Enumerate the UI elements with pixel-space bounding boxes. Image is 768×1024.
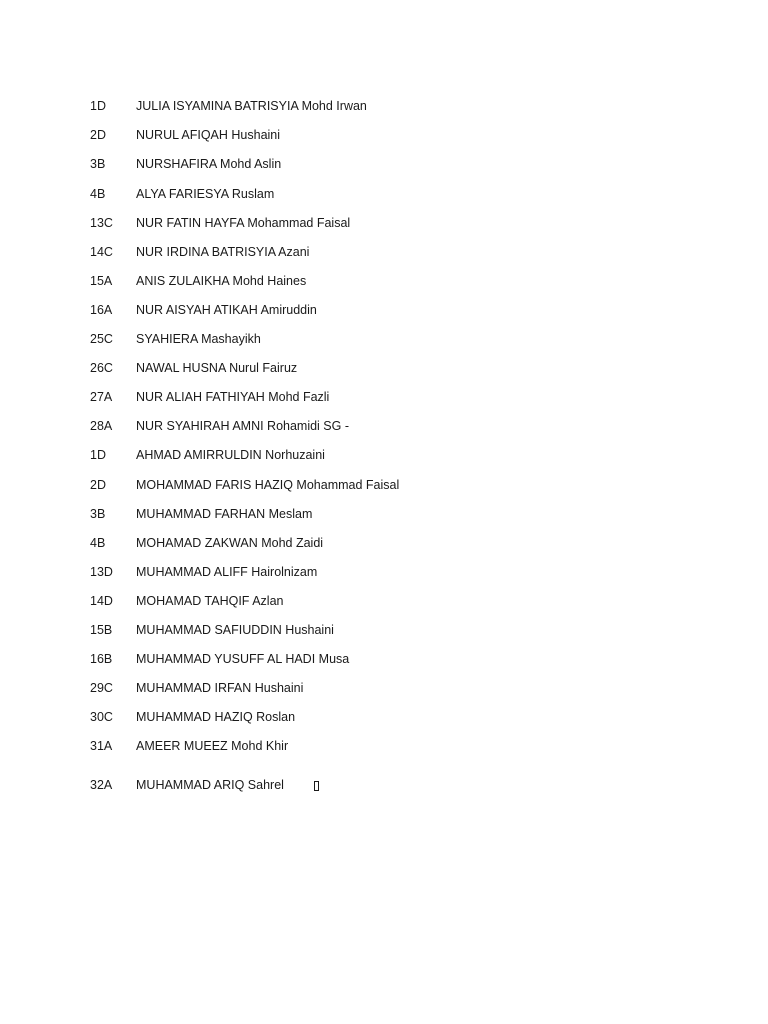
- list-item: [90, 703, 730, 732]
- list-item: [90, 558, 730, 587]
- list-item: [90, 412, 730, 441]
- list-item: [90, 267, 730, 296]
- list-item: [90, 587, 730, 616]
- class-code: 26C: [90, 361, 113, 376]
- student-name: NURUL AFIQAH Hushaini: [136, 128, 281, 143]
- list-item: [90, 645, 730, 674]
- student-name: JULIA ISYAMINA BATRISYIA Mohd Irwan: [136, 99, 367, 114]
- class-code: 29C: [90, 681, 113, 696]
- class-code: 1D: [90, 448, 106, 463]
- student-name: NUR IRDINA BATRISYIA Azani: [136, 244, 310, 259]
- list-item: [90, 441, 730, 470]
- name-list: [90, 92, 730, 800]
- class-code: 4B: [90, 535, 106, 550]
- student-name: MUHAMMAD SAFIUDDIN Hushaini: [136, 622, 334, 637]
- class-code: 14D: [90, 593, 113, 608]
- class-code: 14C: [90, 244, 113, 259]
- class-code: 15A: [90, 273, 113, 288]
- list-item: [90, 179, 730, 208]
- class-code: 2D: [90, 477, 106, 492]
- list-item: [90, 732, 730, 761]
- class-code: 30C: [90, 710, 113, 725]
- class-code: 13C: [90, 215, 113, 230]
- class-code: 25C: [90, 332, 113, 347]
- list-item: [90, 92, 730, 121]
- list-item: [90, 325, 730, 354]
- list-item: [90, 121, 730, 150]
- missing-glyph-box-icon: [314, 781, 319, 791]
- student-name: NUR AISYAH ATIKAH Amiruddin: [136, 302, 317, 317]
- class-code: 13D: [90, 564, 113, 579]
- class-code: 2D: [90, 128, 106, 143]
- class-code: 1D: [90, 99, 106, 114]
- student-name: MUHAMMAD HAZIQ Roslan: [136, 710, 296, 725]
- list-item: [90, 616, 730, 645]
- class-code: 31A: [90, 739, 113, 754]
- list-item: [90, 354, 730, 383]
- student-name: NURSHAFIRA Mohd Aslin: [136, 157, 282, 172]
- class-code: 4B: [90, 186, 106, 201]
- student-name: SYAHIERA Mashayikh: [136, 332, 261, 347]
- class-code: 3B: [90, 506, 106, 521]
- student-name: MOHAMMAD FARIS HAZIQ Mohammad Faisal: [136, 477, 400, 492]
- class-code: 3B: [90, 157, 106, 172]
- student-name: MUHAMMAD YUSUFF AL HADI Musa: [136, 652, 350, 667]
- student-name: MUHAMMAD IRFAN Hushaini: [136, 681, 304, 696]
- student-name: MUHAMMAD ARIQ Sahrel: [136, 778, 284, 793]
- student-name: NUR ALIAH FATHIYAH Mohd Fazli: [136, 390, 330, 405]
- student-name: ALYA FARIESYA Ruslam: [136, 186, 275, 201]
- student-name: MOHAMAD TAHQIF Azlan: [136, 593, 284, 608]
- class-code: 16A: [90, 302, 113, 317]
- student-name: MOHAMAD ZAKWAN Mohd Zaidi: [136, 535, 324, 550]
- student-name: AHMAD AMIRRULDIN Norhuzaini: [136, 448, 325, 463]
- list-item: [90, 771, 730, 800]
- list-item: [90, 208, 730, 237]
- class-code: 32A: [90, 778, 113, 793]
- student-name: ANIS ZULAIKHA Mohd Haines: [136, 273, 307, 288]
- class-code: 28A: [90, 419, 113, 434]
- student-name: NUR SYAHIRAH AMNI Rohamidi SG -: [136, 419, 350, 434]
- student-name: NUR FATIN HAYFA Mohammad Faisal: [136, 215, 351, 230]
- student-name: MUHAMMAD ALIFF Hairolnizam: [136, 564, 318, 579]
- student-name: NAWAL HUSNA Nurul Fairuz: [136, 361, 298, 376]
- class-code: 15B: [90, 622, 113, 637]
- list-item: [90, 237, 730, 266]
- student-name: AMEER MUEEZ Mohd Khir: [136, 739, 289, 754]
- list-item: [90, 383, 730, 412]
- list-item: [90, 674, 730, 703]
- student-name: MUHAMMAD FARHAN Meslam: [136, 506, 313, 521]
- list-item: [90, 528, 730, 557]
- list-item: [90, 499, 730, 528]
- list-item: [90, 150, 730, 179]
- list-item: [90, 296, 730, 325]
- list-item: [90, 470, 730, 499]
- class-code: 27A: [90, 390, 113, 405]
- class-code: 16B: [90, 652, 113, 667]
